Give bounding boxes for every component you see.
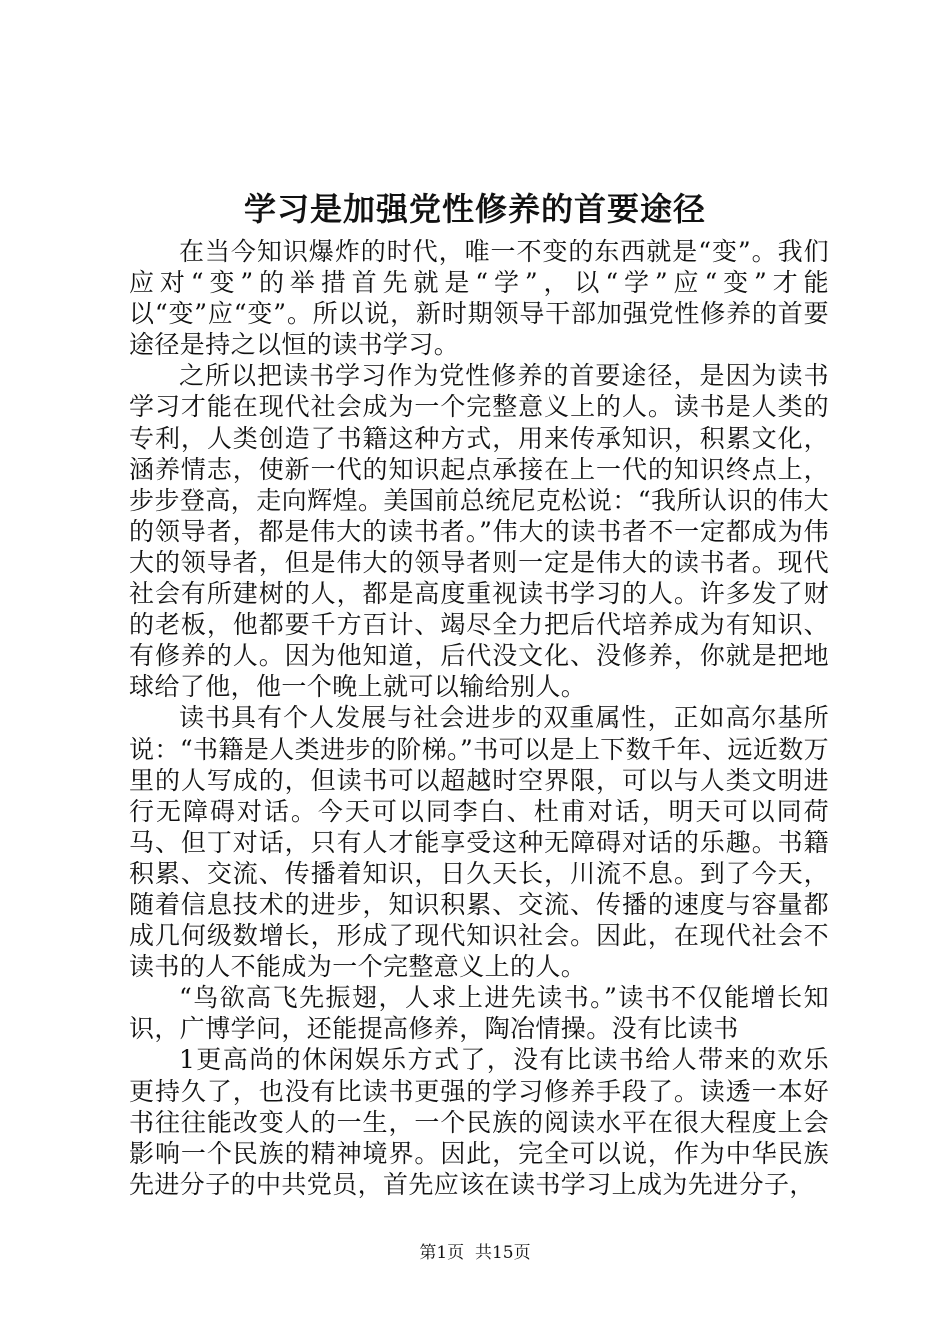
paragraph-3: 读书具有个人发展与社会进步的双重属性，正如高尔基所说：“书籍是人类进步的阶梯。”书可以是上下数千年、远近数万里的人写成的，但读书可以超越时空界限，可以与人类文明进行无障碍对话。今天可以同李白、杜甫对话，明天可以同荷马、但丁对话，只有人才能享受这种无障碍对话的乐趣。书籍积累、交流、传播着知识，日久天长，川流不息。到了今天，随着信息技术的进步，知识积累、交流、传播的速度与容量都成几何级数增长，形成了现代知识社会。因此，在现代社会不读书的人不能成为一个完整意义上的人。 [129,703,829,982]
document-title: 学习是加强党性修养的首要途径 [243,190,706,228]
document-body [129,236,829,1200]
page-number-label: 第1页 共15页 [419,1243,531,1263]
paragraph-5: 1更高尚的休闲娱乐方式了，没有比读书给人带来的欢乐更持久了，也没有比读书更强的学习修养手段了。读透一本好书往往能改变人的一生，一个民族的阅读水平在很大程度上会影响一个民族的精神境界。因此，完全可以说，作为中华民族先进分子的中共党员，首先应该在读书学习上成为先进分子， [129,1045,829,1199]
paragraph-4: “鸟欲高飞先振翅，人求上进先读书。”读书不仅能增长知识，广博学问，还能提高修养，陶冶情操。没有比读书 [129,983,829,1044]
paragraph-2: 之所以把读书学习作为党性修养的首要途径，是因为读书学习才能在现代社会成为一个完整意义上的人。读书是人类的专利，人类创造了书籍这种方式，用来传承知识，积累文化，涵养情志，使新一代的知识起点承接在上一代的知识终点上，步步登高，走向辉煌。美国前总统尼克松说：“我所认识的伟大的领导者，都是伟大的读书者。”伟大的读书者不一定都成为伟大的领导者，但是伟大的领导者则一定是伟大的读书者。现代社会有所建树的人，都是高度重视读书学习的人。许多发了财的老板，他都要千方百计、竭尽全力把后代培养成为有知识、有修养的人。因为他知道，后代没文化、没修养，你就是把地球给了他，他一个晚上就可以输给别人。 [129,361,829,702]
page-footer [0,1241,950,1265]
paragraph-1: 在当今知识爆炸的时代，唯一不变的东西就是“变”。我们应对“变”的举措首先就是“学”，以“学”应“变”才能以“变”应“变”。所以说，新时期领导干部加强党性修养的首要途径是持之以恒的读书学习。 [129,237,829,360]
